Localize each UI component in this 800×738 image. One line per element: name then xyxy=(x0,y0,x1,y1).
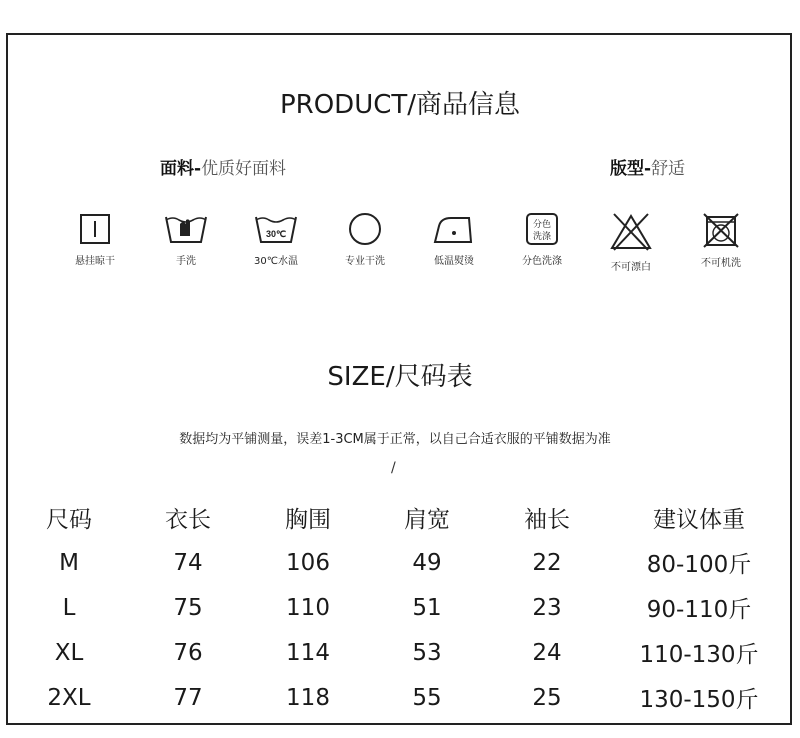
table-row xyxy=(10,630,790,675)
care-label: 30℃水温 xyxy=(254,256,298,267)
cell-chest: 114 xyxy=(286,639,330,666)
separate-wash-icon xyxy=(524,212,560,246)
separate-badge-bottom: 洗涤 xyxy=(532,232,552,242)
cell-shoulder: 51 xyxy=(412,594,442,621)
cell-length: 74 xyxy=(173,549,203,576)
wash-temp-badge: 30℃ xyxy=(265,229,287,239)
cell-chest: 106 xyxy=(286,549,330,576)
cell-size: 2XL xyxy=(47,684,91,711)
care-item xyxy=(586,212,676,273)
care-item xyxy=(50,212,140,267)
care-icons xyxy=(58,212,758,282)
cell-weight: 90-110斤 xyxy=(646,597,752,623)
hand-wash-icon xyxy=(163,212,209,246)
cell-sleeve: 22 xyxy=(532,549,562,576)
divider-slash: / xyxy=(391,460,396,476)
separate-badge-top: 分色 xyxy=(532,220,552,230)
cell-chest: 118 xyxy=(286,684,330,711)
table-row xyxy=(10,585,790,630)
care-label: 悬挂晾干 xyxy=(75,256,115,267)
care-item xyxy=(141,212,231,267)
care-item xyxy=(676,212,766,269)
cell-chest: 110 xyxy=(286,594,330,621)
care-item xyxy=(231,212,321,267)
cell-shoulder: 53 xyxy=(412,639,442,666)
no-bleach-icon xyxy=(608,212,654,252)
header-weight: 建议体重 xyxy=(653,507,745,533)
low-iron-icon xyxy=(431,212,477,246)
no-machine-wash-icon xyxy=(702,212,740,248)
measure-note: 数据均为平铺测量，误差1-3CM属于正常，以自己合适衣服的平铺数据为准 xyxy=(179,432,611,447)
header-size: 尺码 xyxy=(46,507,92,533)
cell-size: M xyxy=(59,549,79,576)
care-label: 专业干洗 xyxy=(345,256,385,267)
fabric-info xyxy=(160,154,286,179)
fit-value: 舒适 xyxy=(651,159,686,179)
table-row xyxy=(10,675,790,720)
cell-sleeve: 24 xyxy=(532,639,562,666)
cell-size: L xyxy=(62,594,76,621)
care-label: 不可机洗 xyxy=(701,258,741,269)
header-sleeve: 袖长 xyxy=(524,507,570,533)
header-shoulder: 肩宽 xyxy=(404,507,450,533)
product-title: PRODUCT/商品信息 xyxy=(279,90,521,120)
cell-sleeve: 25 xyxy=(532,684,562,711)
header-length: 衣长 xyxy=(165,507,211,533)
size-table xyxy=(10,495,790,720)
care-label: 不可漂白 xyxy=(611,262,651,273)
cell-weight: 80-100斤 xyxy=(646,552,752,578)
fit-info xyxy=(610,154,685,179)
care-label: 分色洗涤 xyxy=(522,256,562,267)
care-item xyxy=(320,212,410,267)
cell-size: XL xyxy=(54,639,84,666)
care-label: 手洗 xyxy=(176,256,196,267)
cell-shoulder: 55 xyxy=(412,684,442,711)
cell-length: 76 xyxy=(173,639,203,666)
care-item xyxy=(497,212,587,267)
fit-label: 版型- xyxy=(610,159,652,179)
wash-30-icon xyxy=(253,212,299,246)
table-header xyxy=(10,495,790,540)
cell-weight: 130-150斤 xyxy=(639,687,759,713)
dry-clean-icon xyxy=(346,212,384,246)
cell-length: 75 xyxy=(173,594,203,621)
fabric-label: 面料- xyxy=(160,159,202,179)
size-title: SIZE/尺码表 xyxy=(327,362,473,392)
header-chest: 胸围 xyxy=(285,507,331,533)
hang-dry-icon xyxy=(78,212,112,246)
care-item xyxy=(409,212,499,267)
cell-sleeve: 23 xyxy=(532,594,562,621)
table-row xyxy=(10,540,790,585)
cell-weight: 110-130斤 xyxy=(639,642,759,668)
cell-shoulder: 49 xyxy=(412,549,442,576)
cell-length: 77 xyxy=(173,684,203,711)
fabric-value: 优质好面料 xyxy=(201,159,287,179)
care-label: 低温熨烫 xyxy=(434,256,474,267)
